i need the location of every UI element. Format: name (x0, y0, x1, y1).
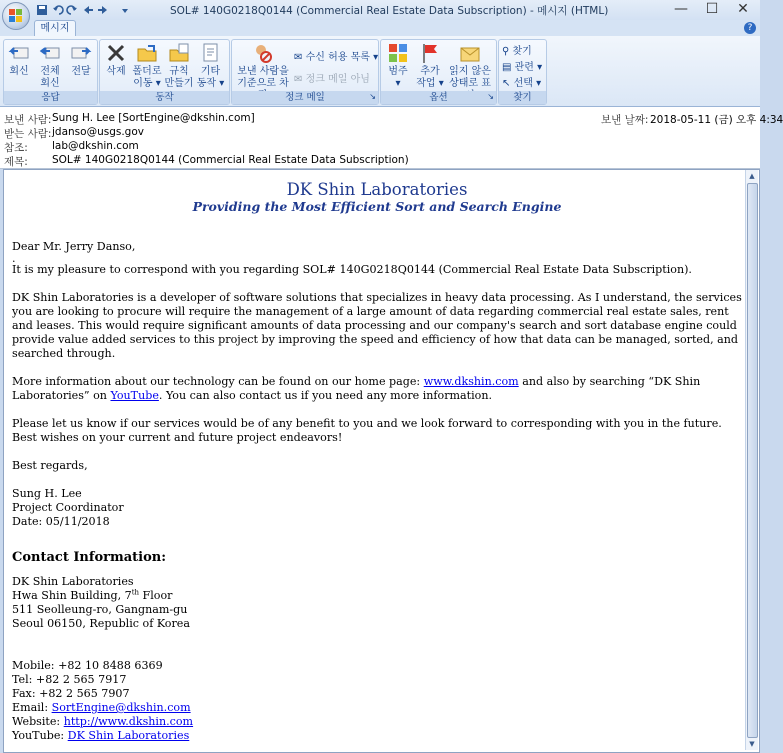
p3-text-b: and also by searching “DK Shin Laboratories” on (12, 375, 701, 402)
other-label-1: 기타 (200, 66, 221, 77)
customize-qat-icon[interactable] (120, 3, 130, 17)
greeting: Dear Mr. Jerry Danso, (12, 240, 136, 253)
forward-icon (70, 42, 92, 64)
select-button[interactable] (502, 74, 541, 89)
minimize-button[interactable]: — (674, 1, 688, 17)
follow-up-label-1: 추가 (420, 66, 440, 77)
close-button[interactable]: ✕ (737, 1, 749, 17)
fax-number: Fax: +82 2 565 7907 (12, 687, 130, 700)
youtube-line (12, 729, 742, 743)
reply-label: 회신 (9, 66, 29, 77)
p3-text-a: More information about our technology can be found on our home page: (12, 375, 424, 388)
signature-date: Date: 05/11/2018 (12, 515, 110, 528)
reply-button[interactable] (5, 42, 33, 78)
reply-all-button[interactable] (35, 42, 65, 90)
rules-label-1: 규칙 (169, 66, 189, 77)
scrollbar-thumb[interactable] (747, 183, 758, 738)
save-icon[interactable] (36, 3, 48, 17)
block-sender-icon (252, 42, 274, 64)
group-actions-caption: 동작 (100, 91, 229, 104)
message-header (0, 107, 783, 169)
website-label: Website: (12, 715, 64, 728)
title-bar (0, 0, 760, 20)
company-tagline: Providing the Most Efficient Sort and Search Engine (192, 199, 562, 214)
related-icon: ▤ (502, 62, 512, 73)
other-label-2: 동작 ▾ (196, 78, 225, 89)
maximize-button[interactable]: ☐ (705, 1, 719, 17)
binoculars-icon: ⚲ (502, 46, 510, 57)
office-button[interactable] (2, 2, 30, 30)
tab-message[interactable]: 메시지 (34, 20, 76, 37)
paragraph-1: It is my pleasure to correspond with you regarding SOL# 140G0218Q0144 (Commercial Real Estate Data Subscription). (12, 263, 692, 276)
other-actions-icon (200, 42, 222, 64)
from-label: 보낸 사람: (4, 114, 52, 126)
categorize-icon (387, 42, 409, 64)
subject-label: 제목: (4, 156, 28, 168)
move-label-1: 폴더로 (132, 66, 162, 77)
cc-value[interactable]: lab@dkshin.com (52, 140, 139, 152)
not-junk-icon: ✉ (294, 74, 303, 85)
to-value[interactable]: jdanso@usgs.gov (52, 126, 144, 138)
follow-up-label-2: 작업 ▾ (416, 78, 444, 89)
move-to-folder-button[interactable] (131, 42, 163, 90)
select-label: 선택 ▾ (513, 78, 542, 89)
safe-list-label: 수신 허용 목록 ▾ (305, 52, 379, 63)
find-button[interactable] (502, 42, 532, 57)
group-respond (3, 39, 98, 105)
delete-icon (105, 42, 127, 64)
message-body-pane (3, 169, 760, 753)
find-label: 찾기 (512, 46, 532, 57)
website-link[interactable]: http://www.dkshin.com (63, 715, 194, 728)
delete-label: 삭제 (106, 66, 126, 77)
related-label: 관련 ▾ (514, 62, 543, 73)
address-line-1: DK Shin Laboratories (12, 575, 134, 588)
categorize-button[interactable] (383, 42, 413, 90)
homepage-link[interactable]: www.dkshin.com (423, 375, 519, 388)
other-actions-button[interactable] (195, 42, 226, 90)
to-label: 받는 사람: (4, 128, 52, 140)
options-launcher-icon[interactable]: ↘ (487, 92, 494, 101)
p3-text-c: . You can also contact us if you need any more information. (158, 389, 493, 402)
from-value[interactable]: Sung H. Lee [SortEngine@dkshin.com] (52, 112, 255, 124)
greeting-dot: . (12, 252, 16, 265)
ribbon (0, 36, 760, 107)
next-item-icon[interactable] (97, 3, 109, 17)
office-logo-icon (9, 9, 23, 23)
mark-unread-icon (459, 42, 481, 64)
scroll-down-arrow-icon[interactable]: ▼ (749, 740, 755, 748)
addr2-sup: th (131, 588, 140, 597)
delete-button[interactable] (102, 42, 130, 78)
rules-label-2: 만들기 (164, 78, 194, 89)
not-junk-label: 정크 메일 아님 (305, 74, 370, 85)
safe-list-icon: ✉ (294, 52, 303, 63)
group-actions (99, 39, 230, 105)
reply-all-icon (39, 42, 61, 64)
group-options-caption (381, 91, 496, 104)
block-sender-label-2: 기준으로 차 (237, 78, 289, 89)
group-junk-caption (232, 91, 378, 104)
website-line (12, 715, 742, 729)
unread-label-2: 상태로 표 (449, 78, 491, 89)
redo-icon[interactable] (66, 3, 78, 17)
reply-all-label-1: 전체 (40, 66, 60, 77)
sent-date-label: 보낸 날짜: (601, 114, 649, 126)
sent-date-value: 2018-05-11 (금) 오후 4:34 (650, 114, 783, 126)
group-find-caption: 찾기 (499, 91, 546, 104)
youtube-link[interactable]: YouTube (110, 389, 159, 402)
junk-launcher-icon[interactable]: ↘ (369, 92, 376, 101)
message-body (12, 170, 742, 750)
create-rule-button[interactable] (164, 42, 194, 90)
help-icon[interactable]: ? (744, 22, 756, 34)
categorize-label-1: 범주 (388, 66, 408, 77)
youtube-channel-link[interactable]: DK Shin Laboratories (67, 729, 190, 742)
safe-list-button[interactable] (294, 48, 378, 63)
contact-heading: Contact Information: (12, 550, 167, 565)
window-title: SOL# 140G0218Q0144 (Commercial Real Estate Data Subscription) - 메시지 (HTML) (170, 5, 609, 17)
signature-name: Sung H. Lee (12, 487, 82, 500)
move-folder-icon (136, 42, 158, 64)
address-line-2 (12, 589, 742, 603)
addr2-text: Hwa Shin Building, 7 (12, 589, 132, 602)
cc-label: 참조: (4, 142, 28, 154)
follow-up-button[interactable] (415, 42, 445, 90)
address-line-4: Seoul 06150, Republic of Korea (12, 617, 190, 630)
group-respond-caption: 응답 (4, 91, 97, 104)
forward-label: 전달 (71, 66, 91, 77)
scroll-up-arrow-icon[interactable]: ▲ (749, 172, 755, 180)
undo-icon[interactable] (52, 3, 64, 17)
not-junk-button[interactable] (294, 70, 370, 85)
youtube-label: YouTube: (12, 729, 68, 742)
rule-icon (168, 42, 190, 64)
paragraph-4: Please let us know if our services would be of any benefit to you and we look forward to corresponding with you in the future. Best wishes on your current and future project endeavors! (12, 417, 722, 444)
options-caption-text: 옵션 (429, 92, 448, 103)
move-label-2: 이동 ▾ (133, 78, 161, 89)
group-find (498, 39, 547, 105)
email-label: Email: (12, 701, 52, 714)
block-sender-label-1: 보낸 사람을 (237, 66, 289, 77)
forward-button[interactable] (67, 42, 95, 78)
related-button[interactable] (502, 58, 542, 73)
paragraph-3 (12, 375, 742, 403)
ribbon-tab-row (0, 20, 760, 36)
paragraph-2: DK Shin Laboratories is a developer of software solutions that specializes in heavy data processing. As I understand, the services you are looking to procure will require the management of a large amount of data regarding commercial real estate sales, rent and leases. This would require significant amounts of data processing and our company's search and sort database engine could provide value added services to this project by improving the speed and efficiency of how that data can be managed, sorted, and searched through. (12, 291, 742, 360)
group-junk (231, 39, 379, 105)
email-line (12, 701, 742, 715)
email-link[interactable]: SortEngine@dkshin.com (51, 701, 191, 714)
company-name: DK Shin Laboratories (286, 180, 468, 199)
signature-title: Project Coordinator (12, 501, 124, 514)
address-line-3: 511 Seolleung-ro, Gangnam-gu (12, 603, 188, 616)
categorize-label-2: ▾ (395, 78, 401, 89)
mobile-number: Mobile: +82 10 8488 6369 (12, 659, 163, 672)
vertical-scrollbar[interactable] (745, 170, 758, 750)
closing: Best regards, (12, 459, 88, 472)
follow-up-flag-icon (419, 42, 441, 64)
subject-value: SOL# 140G0218Q0144 (Commercial Real Estate Data Subscription) (52, 154, 409, 166)
previous-item-icon[interactable] (82, 3, 94, 17)
junk-caption-text: 정크 메일 (285, 92, 325, 103)
reply-icon (8, 42, 30, 64)
group-options (380, 39, 497, 105)
addr2-floor: Floor (139, 589, 173, 602)
tel-number: Tel: +82 2 565 7917 (12, 673, 127, 686)
select-cursor-icon: ↖ (502, 78, 511, 89)
reply-all-label-2: 회신 (40, 78, 60, 89)
unread-label-1: 읽지 않은 (449, 66, 491, 77)
